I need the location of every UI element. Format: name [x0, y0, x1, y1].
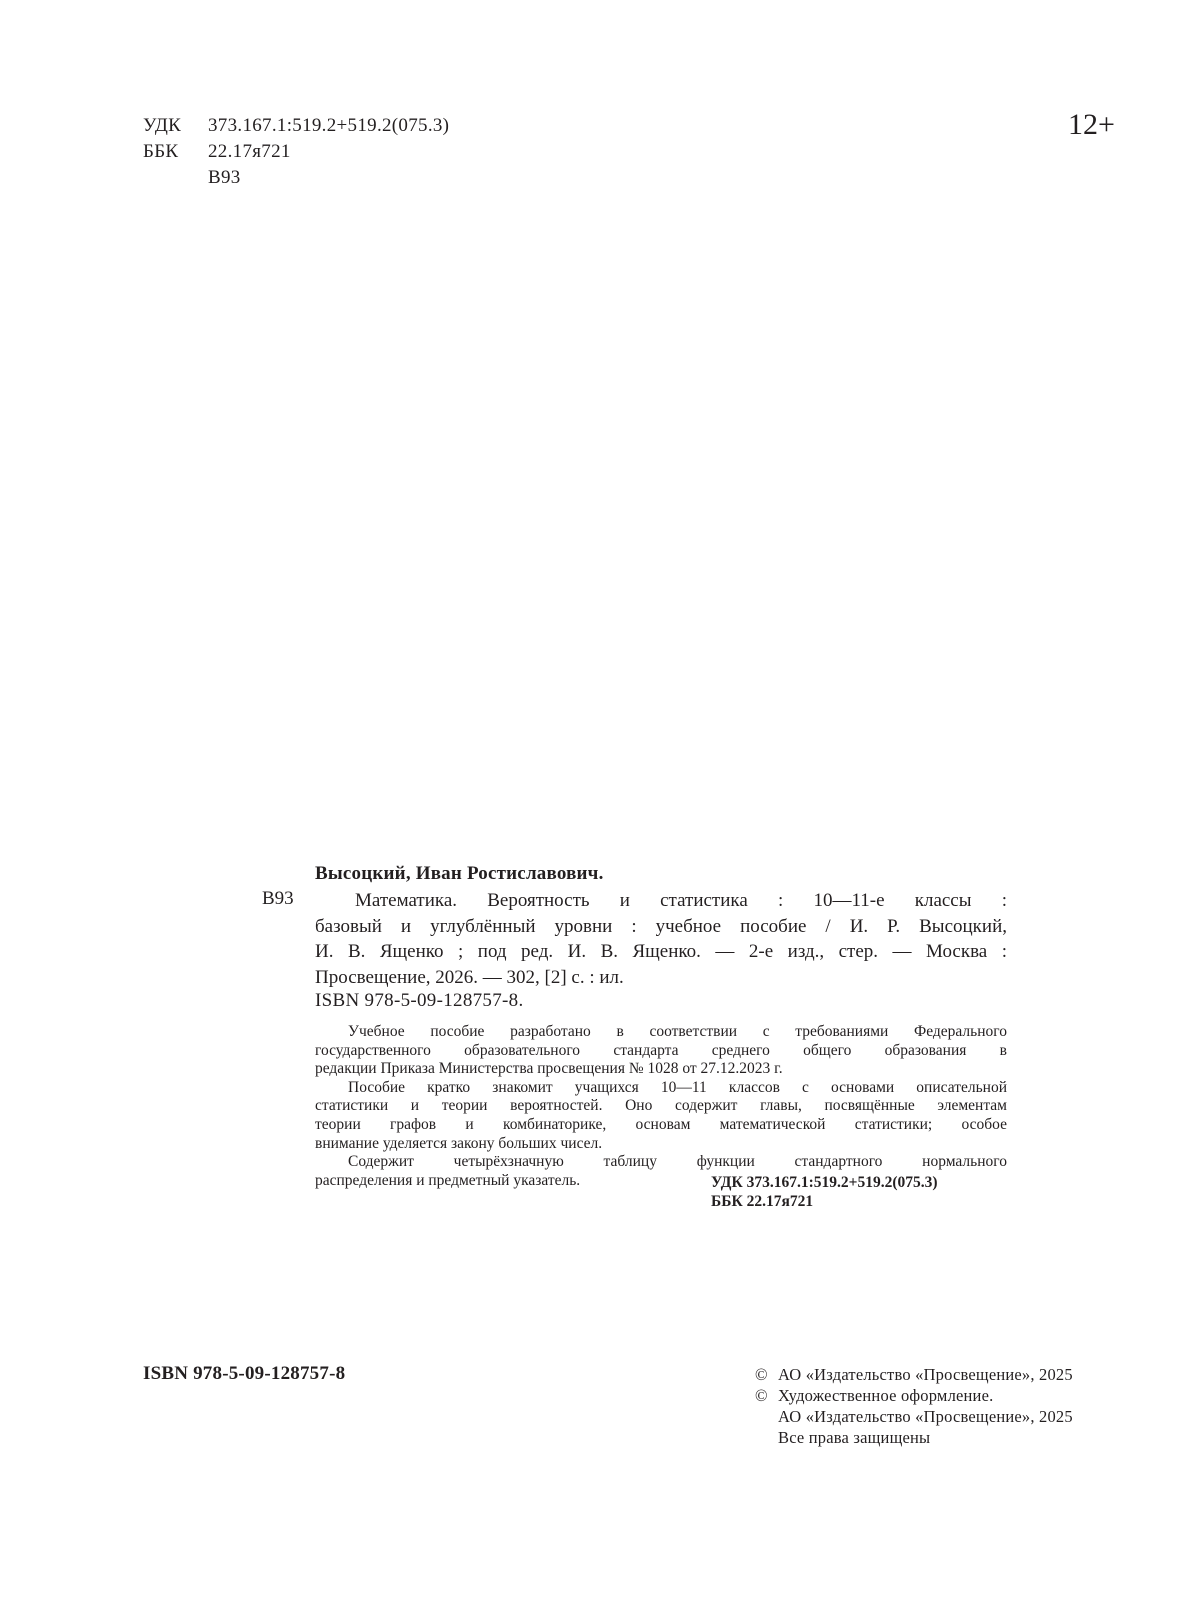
copyright-row [755, 1364, 1073, 1385]
annotation-line: Учебное пособие разработано в соответствии с требованиями Федерального [348, 1023, 1007, 1040]
bbk-value: 22.17я721 [208, 141, 291, 162]
isbn-bottom: ISBN 978-5-09-128757-8 [143, 1363, 346, 1384]
copyright-block [755, 1364, 1073, 1448]
copyright-text: Художественное оформление. [778, 1386, 994, 1405]
copyright-row [755, 1385, 1073, 1406]
udk-label: УДК [143, 115, 182, 136]
copyright-row [755, 1406, 1073, 1427]
record-classification-codes [711, 1173, 938, 1211]
annotation-line: Пособие кратко знакомит учащихся 10—11 классов с основами описательной [348, 1078, 1007, 1096]
record-description [315, 888, 1007, 990]
record-bbk: ББК 22.17я721 [711, 1193, 814, 1210]
author-mark-row [143, 165, 449, 191]
annotation-line: государственного образовательного стандарта среднего общего образования в [315, 1041, 1007, 1059]
record-author-mark: В93 [262, 888, 294, 909]
description-line: И. В. Ященко ; под ред. И. В. Ященко. — 2-е изд., стер. — Москва : [315, 941, 1007, 962]
record-annotation [315, 1023, 1007, 1190]
top-catalog-block [143, 113, 449, 191]
description-line: Математика. Вероятность и статистика : 10—11-е классы : [355, 890, 1007, 911]
copyright-icon: © [755, 1386, 768, 1405]
record-isbn: ISBN 978-5-09-128757-8. [315, 990, 524, 1011]
rights-reserved: Все права защищены [778, 1428, 931, 1447]
description-line: базовый и углублённый уровни : учебное пособие / И. Р. Высоцкий, [315, 915, 1007, 937]
copyright-row [755, 1427, 1073, 1448]
udk-row [143, 113, 449, 139]
copyright-icon: © [755, 1365, 768, 1384]
annotation-line: внимание уделяется закону больших чисел. [315, 1134, 603, 1152]
copyright-text: АО «Издательство «Просвещение», 2025 [778, 1407, 1073, 1426]
record-author: Высоцкий, Иван Ростиславович. [315, 863, 604, 884]
bbk-label: ББК [143, 141, 179, 162]
age-rating: 12+ [1068, 108, 1115, 141]
copyright-text: АО «Издательство «Просвещение», 2025 [778, 1365, 1073, 1384]
bbk-row [143, 139, 449, 165]
annotation-line: Содержит четырёхзначную таблицу функции стандартного нормального [348, 1153, 1007, 1171]
annotation-line: распределения и предметный указатель. [315, 1171, 581, 1189]
author-mark: В93 [208, 167, 241, 188]
annotation-line: редакции Приказа Министерства просвещения № 1028 от 27.12.2023 г. [315, 1060, 783, 1078]
description-line: Просвещение, 2026. — 302, [2] с. : ил. [315, 966, 624, 988]
record-udk: УДК 373.167.1:519.2+519.2(075.3) [711, 1174, 938, 1191]
udk-value: 373.167.1:519.2+519.2(075.3) [208, 115, 450, 136]
annotation-line: теории графов и комбинаторике, основам математической статистики; особое [315, 1115, 1007, 1133]
annotation-line: статистики и теории вероятностей. Оно содержит главы, посвящённые элементам [315, 1097, 1007, 1115]
